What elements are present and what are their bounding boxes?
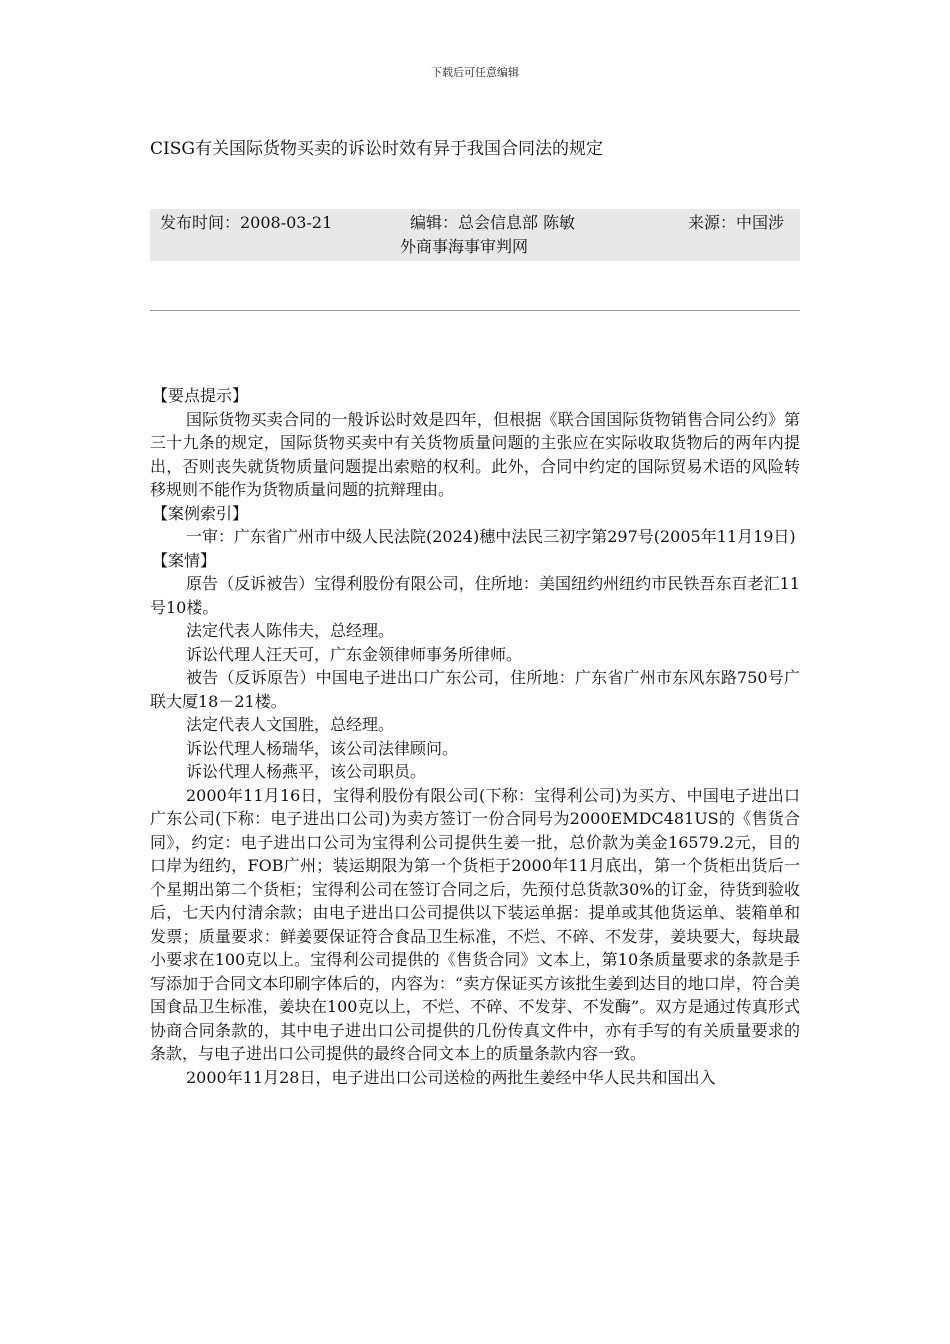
source-info-continued: 外商事海事审判网 (400, 237, 529, 256)
plaintiff-representative: 法定代表人陈伟夫，总经理。 (186, 621, 395, 640)
facts-paragraph-2: 2000年11月28日，电子进出口公司送检的两批生姜经中华人民共和国出入 (186, 1067, 716, 1087)
article-body (150, 384, 800, 1089)
defendant-paragraph: 被告（反诉原告）中国电子进出口广东公司，住所地：广东省广州市东风东路750号广联大厦18－21楼。 (150, 668, 800, 711)
case-index-heading: 【案例索引】 (152, 503, 249, 523)
plaintiff-agent: 诉讼代理人汪天可，广东金领律师事务所律师。 (186, 644, 523, 664)
page-header: 下载后可任意编辑 (431, 66, 519, 79)
header-divider (150, 310, 800, 311)
facts-heading: 【案情】 (152, 550, 217, 570)
key-points-paragraph: 国际货物买卖合同的一般诉讼时效是四年，但根据《联合国国际货物销售合同公约》第三十九条的规定，国际货物买卖中有关货物质量问题的主张应在实际收取货物后的两年内提出，否则丧失就货物质量问题提出索赔的权利。此外，合同中约定的国际贸易术语的风险转移规则不能作为货物质量问题的抗辩理由。 (150, 409, 800, 499)
defendant-representative: 法定代表人文国胜，总经理。 (186, 715, 395, 734)
defendant-agent-2: 诉讼代理人杨燕平，该公司职员。 (186, 762, 427, 781)
defendant-agent-1: 诉讼代理人杨瑞华，该公司法律顾问。 (186, 738, 459, 758)
plaintiff-paragraph: 原告（反诉被告）宝得利股份有限公司，住所地：美国纽约州纽约市民铁吾东百老汇11号10楼。 (150, 574, 800, 617)
meta-line (160, 210, 796, 235)
source-info: 来源：中国涉 (688, 213, 785, 232)
article-meta-bar (150, 209, 800, 261)
publish-date: 发布时间：2008-03-21 (160, 213, 333, 232)
case-index-paragraph: 一审：广东省广州市中级人民法院(2024)穗中法民三初字第297号(2005年11月19日) (186, 527, 796, 546)
key-points-heading: 【要点提示】 (152, 386, 249, 405)
article-title: CISG有关国际货物买卖的诉讼时效有异于我国合同法的规定 (150, 139, 603, 159)
facts-paragraph-1: 2000年11月16日，宝得利股份有限公司(下称：宝得利公司)为买方、中国电子进出口广东公司(下称：电子进出口公司)为卖方签订一份合同号为2000EMDC481US的《售货合同》，约定：电子进出口公司为宝得利公司提供生姜一批，总价款为美金16579.2元，目的口岸为纽约，FOB广州；装运期限为第一个货柜于2000年11月底出，第一个货柜出货后一个星期出第二个货柜；宝得利公司在签订合同之后，先预付总货款30%的订金，待货到验收后，七天内付清余款；由电子进出口公司提供以下装运单据：提单或其他货运单、装箱单和发票；质量要求：鲜姜要保证符合食品卫生标准，不烂、不碎、不发芽，姜块要大，每块最小要求在100克以上。宝得利公司提供的《售货合同》文本上，第10条质量要求的条款是手写添加于合同文本印刷字体后的，内容为：“卖方保证买方该批生姜到达目的地口岸，符合美国食品卫生标准，姜块在100克以上，不烂、不碎、不发芽、不发酶”。双方是通过传真形式协商合同条款的，其中电子进出口公司提供的几份传真文件中，亦有手写的有关质量要求的条款，与电子进出口公司提供的最终合同文本上的质量条款内容一致。 (150, 785, 800, 1063)
editor-info: 编辑：总会信息部 陈敏 (410, 213, 576, 232)
